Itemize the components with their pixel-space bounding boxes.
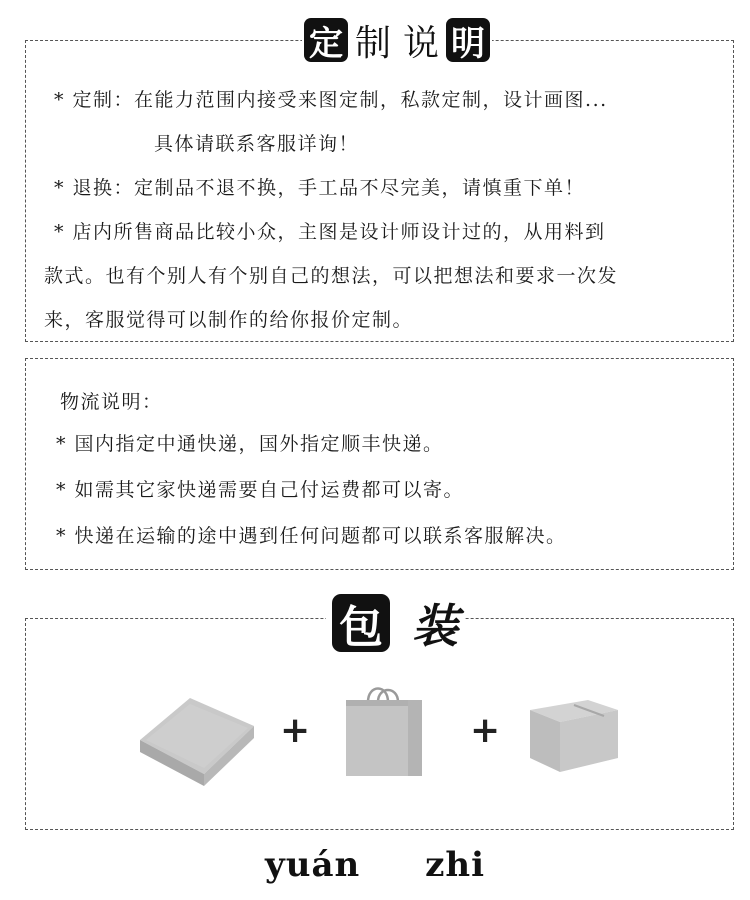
- custom-line-5: 款式。也有个别人有个别自己的想法，可以把想法和要求一次发: [44, 265, 619, 287]
- heading-char: 明: [446, 18, 490, 62]
- heading-char: 说: [402, 22, 439, 64]
- brand-footer: [0, 845, 750, 885]
- custom-heading: [302, 16, 492, 64]
- heading-char: 定: [304, 18, 348, 62]
- footer-word: zhi: [425, 845, 486, 885]
- heading-char: 包: [332, 594, 390, 652]
- custom-line-2: 具体请联系客服详询！: [154, 133, 360, 155]
- heading-char: 制: [354, 22, 391, 64]
- custom-line-4: * 店内所售商品比较小众，主图是设计师设计过的，从用料到: [54, 221, 606, 243]
- logistics-line-1: * 国内指定中通快递，国外指定顺丰快递。: [56, 433, 444, 455]
- packaging-heading: [326, 590, 464, 656]
- custom-info-box: [25, 40, 734, 342]
- logistics-line-2: * 如需其它家快递需要自己付运费都可以寄。: [56, 479, 465, 501]
- gift-box-icon: [132, 690, 262, 790]
- footer-word: yuán: [264, 845, 361, 885]
- custom-line-1: * 定制：在能力范围内接受来图定制，私款定制，设计画图...: [54, 89, 608, 111]
- logistics-line-3: * 快递在运输的途中遇到任何问题都可以联系客服解决。: [56, 525, 567, 547]
- plus-sign: +: [470, 710, 501, 751]
- logistics-box: [25, 358, 734, 570]
- shipping-carton-icon: [526, 692, 622, 776]
- heading-char: 装: [412, 599, 458, 653]
- shopping-bag-icon: [344, 684, 424, 778]
- custom-line-3: * 退换：定制品不退不换，手工品不尽完美，请慎重下单！: [54, 177, 586, 199]
- custom-line-6: 来，客服觉得可以制作的给你报价定制。: [44, 309, 414, 331]
- plus-sign: +: [280, 710, 311, 751]
- logistics-title: 物流说明：: [60, 391, 163, 413]
